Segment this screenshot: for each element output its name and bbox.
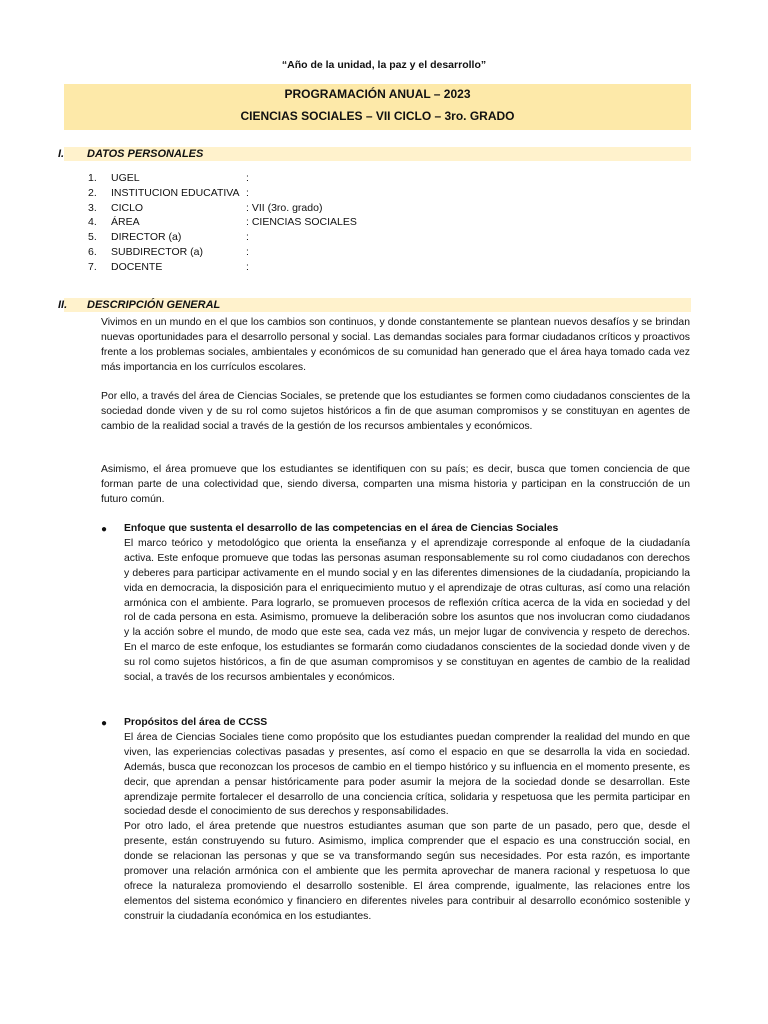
list-item bbox=[88, 215, 488, 230]
item-number: 3. bbox=[88, 201, 97, 214]
section-title: DATOS PERSONALES bbox=[87, 148, 204, 160]
document-title: PROGRAMACIÓN ANUAL – 2023 bbox=[284, 87, 471, 101]
bullet-icon: ● bbox=[101, 524, 108, 535]
item-value: : bbox=[246, 172, 249, 184]
section-number: II. bbox=[58, 299, 68, 311]
subsection-text-continued: Por otro lado, el área pretende que nuestros estudiantes asuman que son parte de un pasado, pero que, desde el presente, están construyendo su futuro. Asimismo, implica comprender que el espacio es una construcción social, en donde se relacionan las personas y que se va transformando según sus necesidades. Por esta razón, es importante promover una relación armónica con el ambiente que les permita aprovechar de manera racional y respetuosa lo que ofrece la naturaleza promoviendo el desarrollo sostenible. El área comprende, igualmente, las relaciones entre los elementos del sistema económico y financiero en diferentes niveles para contribuir al desarrollo económico sostenible y construir la ciudadanía económica en los estudiantes. bbox=[124, 821, 690, 922]
section-number: I. bbox=[58, 148, 65, 160]
item-value: : VII (3ro. grado) bbox=[246, 201, 323, 214]
year-motto: “Año de la unidad, la paz y el desarrollo” bbox=[281, 59, 487, 71]
item-label: ÁREA bbox=[111, 216, 140, 229]
document-subtitle: CIENCIAS SOCIALES – VII CICLO – 3ro. GRADO bbox=[240, 109, 515, 123]
subsection-title: Propósitos del área de CCSS bbox=[124, 717, 268, 728]
subsection-text: El marco teórico y metodológico que orienta la enseñanza y el aprendizaje corresponde al enfoque de la ciudadanía activa. Este enfoque promueve que todas las personas asuman responsablemente su rol como ciudadanos con derechos y deberes para participar activamente en el mundo social y en las diferentes dimensiones de la ciudadanía, propiciando la vida en democracia, la disposición para el enriquecimiento mutuo y el aprendizaje de otras culturas, así como una relación armónica con el ambiente. Para lograrlo, se promueven procesos de reflexión crítica acerca de la vida en sociedad y del rol de cada persona en esta. Asimismo, promueve la deliberación sobre los asuntos que nos involucran como ciudadanos y la acción sobre el mundo, de modo que este sea, cada vez más, un mejor lugar de convivencia y respeto de derechos. En el marco de este enfoque, los estudiantes se formarán como ciudadanos conscientes de la sociedad donde viven y de su rol como sujetos históricos, a fin de que asuman compromisos y se constituyan en agentes de cambio de la realidad social, a través de los recursos ambientales y económicos. bbox=[124, 537, 690, 684]
item-number: 4. bbox=[88, 216, 97, 229]
section-heading-descripcion-general bbox=[58, 298, 691, 312]
item-number: 5. bbox=[88, 231, 97, 244]
item-number: 7. bbox=[88, 260, 97, 273]
item-label: INSTITUCION EDUCATIVA bbox=[111, 186, 240, 199]
subsection-propositos bbox=[124, 716, 690, 925]
paragraph: Vivimos en un mundo en el que los cambios son continuos, y donde constantemente se plantean nuevos desafíos y se brindan nuevas oportunidades para el desarrollo personal y social. Las demandas sociales para formar ciudadanos críticos y proactivos frente a los problemas sociales, ambientales y económicos de su comunidad han generado que el área haya tomado cada vez más importancia en los currículos escolares. bbox=[101, 317, 690, 373]
paragraph: Asimismo, el área promueve que los estudiantes se identifiquen con su país; es decir, busca que tomen conciencia de que forman parte de una colectividad que, siendo diversa, comparten una misma historia y participan en la construcción de un futuro común. bbox=[101, 464, 690, 505]
item-number: 2. bbox=[88, 186, 97, 199]
list-item bbox=[88, 201, 488, 216]
item-label: DIRECTOR (a) bbox=[111, 231, 182, 244]
title-banner bbox=[64, 84, 691, 130]
item-value: : CIENCIAS SOCIALES bbox=[246, 216, 357, 229]
personal-data-list bbox=[88, 171, 488, 275]
paragraph: Por ello, a través del área de Ciencias Sociales, se pretende que los estudiantes se formen como ciudadanos conscientes de la sociedad donde viven y de su rol como sujetos históricos a fin de que asuman compromisos y se constituyan en agentes de cambio de la realidad social a través de la gestión de los recursos ambientales y económicos. bbox=[101, 391, 690, 432]
item-number: 1. bbox=[88, 172, 97, 184]
list-item bbox=[88, 230, 488, 245]
list-item bbox=[88, 260, 488, 275]
item-label: SUBDIRECTOR (a) bbox=[111, 245, 203, 258]
subsection-title: Enfoque que sustenta el desarrollo de las competencias en el área de Ciencias Sociales bbox=[124, 523, 559, 534]
item-label: DOCENTE bbox=[111, 260, 163, 273]
bullet-icon: ● bbox=[101, 718, 108, 729]
item-label: UGEL bbox=[111, 172, 140, 184]
item-label: CICLO bbox=[111, 201, 144, 214]
item-value: : bbox=[246, 186, 249, 199]
subsection-text: El área de Ciencias Sociales tiene como propósito que los estudiantes puedan comprender la realidad del mundo en que viven, las experiencias colectivas pasadas y presentes, así como el espacio en que se desarrolla la vida en sociedad. Además, busca que reconozcan los procesos de cambio en el tiempo histórico y su influencia en el momento presente, es decir, que aprendan a pensar históricamente para poder asumir la mejora de la sociedad donde se desarrollan. Este aprendizaje permite fortalecer el desarrollo de una conciencia crítica, solidaria y respetuosa que les permita participar en sociedad desde el conocimiento de sus derechos y responsabilidades. bbox=[124, 731, 690, 818]
section-heading-datos-personales bbox=[58, 147, 691, 161]
list-item bbox=[88, 186, 488, 201]
list-item bbox=[88, 171, 488, 186]
item-value: : bbox=[246, 231, 249, 244]
item-value: : bbox=[246, 245, 249, 258]
subsection-enfoque bbox=[124, 522, 690, 686]
item-value: : bbox=[246, 260, 249, 273]
list-item bbox=[88, 245, 488, 260]
item-number: 6. bbox=[88, 245, 97, 258]
section-title: DESCRIPCIÓN GENERAL bbox=[87, 299, 221, 311]
